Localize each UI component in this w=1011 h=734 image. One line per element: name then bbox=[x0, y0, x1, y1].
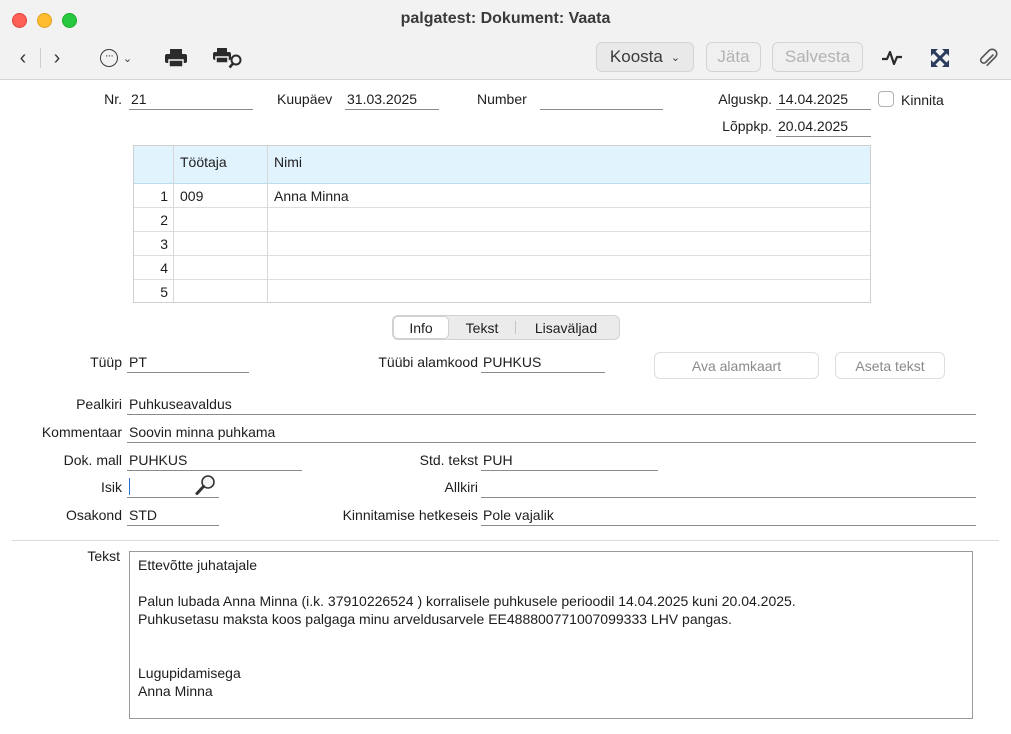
kinnita-label: Kinnita bbox=[901, 92, 944, 108]
number-field[interactable] bbox=[540, 90, 663, 110]
cell-tootaja[interactable]: 009 bbox=[180, 188, 204, 204]
tekst-label: Tekst bbox=[87, 548, 120, 564]
kuupaev-label: Kuupäev bbox=[277, 91, 333, 107]
title-bar bbox=[0, 0, 1011, 80]
stdtekst-label: Std. tekst bbox=[419, 452, 478, 468]
tab-info[interactable]: Info bbox=[393, 316, 449, 339]
column-header-tootaja[interactable]: Töötaja bbox=[180, 154, 227, 170]
row-number: 2 bbox=[160, 212, 168, 228]
koosta-button[interactable] bbox=[596, 42, 694, 72]
section-divider bbox=[12, 540, 999, 541]
alamkood-field[interactable]: PUHKUS bbox=[481, 353, 605, 373]
table-row[interactable] bbox=[134, 256, 870, 280]
tab-tekst[interactable]: Tekst bbox=[465, 319, 499, 336]
tekst-line: Ettevõtte juhatajale bbox=[138, 557, 258, 573]
table-row[interactable] bbox=[134, 232, 870, 256]
forward-chevron-icon[interactable]: › bbox=[53, 46, 61, 69]
aseta-tekst-button[interactable]: Aseta tekst bbox=[835, 352, 945, 379]
osakond-label: Osakond bbox=[65, 507, 122, 523]
kinnitamise-label: Kinnitamise hetkeseis bbox=[342, 507, 478, 523]
salvesta-button[interactable]: Salvesta bbox=[772, 42, 863, 72]
back-chevron-icon[interactable]: ‹ bbox=[19, 46, 27, 69]
magnifier-search-icon[interactable] bbox=[194, 474, 218, 496]
chevron-down-icon: ⌄ bbox=[670, 51, 681, 64]
table-row[interactable] bbox=[134, 184, 870, 208]
table-row[interactable] bbox=[134, 208, 870, 232]
kuupaev-field[interactable]: 31.03.2025 bbox=[345, 90, 439, 110]
activity-icon[interactable] bbox=[878, 43, 906, 73]
row-number: 3 bbox=[160, 236, 168, 252]
expand-arrows-icon[interactable] bbox=[926, 43, 954, 73]
kinnitamise-field[interactable]: Pole vajalik bbox=[481, 506, 976, 526]
dokmall-label: Dok. mall bbox=[63, 452, 122, 468]
dokmall-field[interactable]: PUHKUS bbox=[127, 451, 302, 471]
tekst-line: Lugupidamisega bbox=[138, 665, 241, 681]
tekst-line: Puhkusetasu maksta koos palgaga minu arveldusarvele EE488800771007099333 LHV pangas. bbox=[138, 611, 732, 627]
stdtekst-field[interactable]: PUH bbox=[481, 451, 658, 471]
row-number: 1 bbox=[160, 188, 168, 204]
tyyp-label: Tüüp bbox=[90, 354, 122, 370]
nr-field[interactable]: 21 bbox=[129, 90, 253, 110]
isik-label: Isik bbox=[101, 479, 122, 495]
tab-lisavaljad[interactable]: Lisaväljad bbox=[534, 319, 598, 336]
row-number: 5 bbox=[160, 284, 168, 300]
paperclip-icon[interactable] bbox=[974, 43, 1002, 73]
cell-nimi[interactable]: Anna Minna bbox=[274, 188, 349, 204]
pealkiri-field[interactable]: Puhkuseavaldus bbox=[127, 395, 976, 415]
tekst-line: Anna Minna bbox=[138, 683, 213, 699]
table-header bbox=[134, 146, 870, 184]
employee-table bbox=[133, 145, 871, 303]
nav-divider bbox=[40, 48, 41, 68]
loppkp-label: Lõppkp. bbox=[722, 118, 772, 134]
alguskp-label: Alguskp. bbox=[718, 91, 772, 107]
allkiri-field[interactable] bbox=[481, 478, 976, 498]
allkiri-label: Allkiri bbox=[444, 479, 478, 495]
kommentaar-label: Kommentaar bbox=[41, 424, 122, 440]
ava-alamkaart-button[interactable]: Ava alamkaart bbox=[654, 352, 819, 379]
tyyp-field[interactable]: PT bbox=[127, 353, 249, 373]
osakond-field[interactable]: STD bbox=[127, 506, 219, 526]
number-label: Number bbox=[477, 91, 527, 107]
nr-label: Nr. bbox=[104, 91, 122, 107]
window-title: palgatest: Dokument: Vaata bbox=[400, 10, 611, 27]
column-header-nimi[interactable]: Nimi bbox=[274, 154, 302, 170]
printer-icon[interactable] bbox=[163, 43, 189, 73]
tab-bar bbox=[392, 315, 620, 340]
loppkp-field[interactable]: 20.04.2025 bbox=[776, 117, 871, 137]
print-search-icon[interactable] bbox=[211, 43, 245, 73]
row-number: 4 bbox=[160, 260, 168, 276]
more-actions-menu[interactable] bbox=[94, 43, 138, 73]
kommentaar-field[interactable]: Soovin minna puhkama bbox=[127, 423, 976, 443]
text-cursor bbox=[129, 478, 130, 495]
jata-button[interactable]: Jäta bbox=[706, 42, 761, 72]
tekst-textarea[interactable] bbox=[129, 551, 973, 719]
chevron-down-icon: ⌄ bbox=[122, 52, 133, 65]
alamkood-label: Tüübi alamkood bbox=[378, 354, 478, 370]
koosta-label: Koosta bbox=[609, 47, 663, 66]
ellipsis-circle-icon: ··· bbox=[100, 49, 118, 67]
kinnita-checkbox[interactable] bbox=[878, 91, 894, 107]
alguskp-field[interactable]: 14.04.2025 bbox=[776, 90, 871, 110]
table-row[interactable] bbox=[134, 280, 870, 304]
tekst-line: Palun lubada Anna Minna (i.k. 37910226524 ) korralisele puhkusele perioodil 14.04.2025 kuni 20.04.2025. bbox=[138, 593, 796, 609]
pealkiri-label: Pealkiri bbox=[76, 396, 122, 412]
